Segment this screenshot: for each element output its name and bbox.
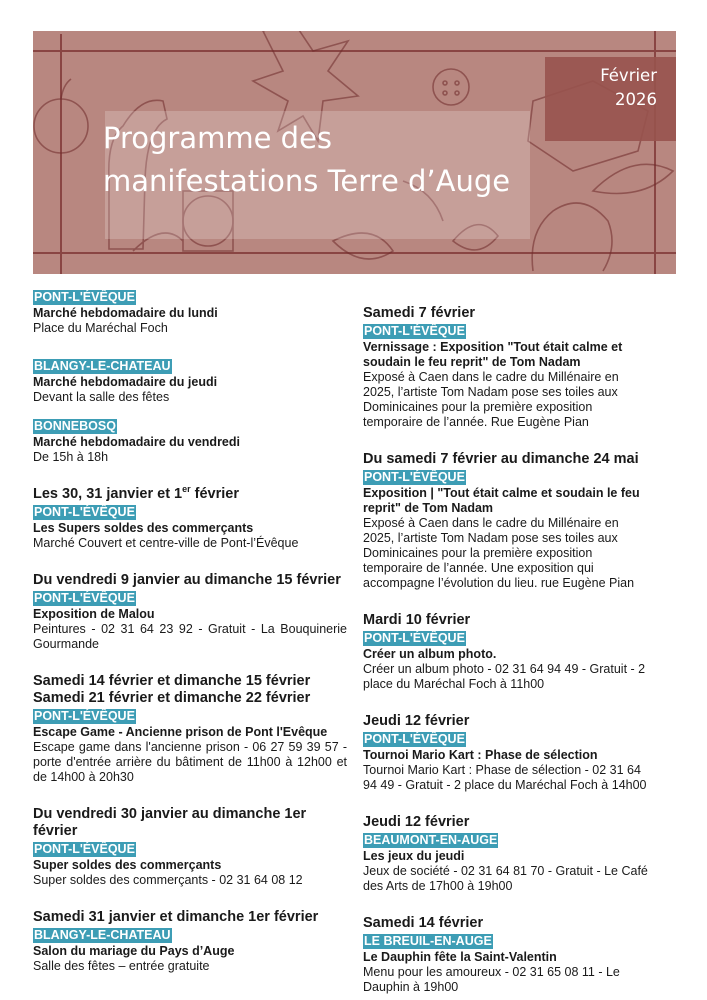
- event-date: Samedi 31 janvier et dimanche 1er février: [33, 909, 319, 925]
- location-tag: PONT-L'ÉVÊQUE: [34, 505, 135, 519]
- event-name: Vernissage : Exposition "Tout était calme et soudain le feu reprit" de Tom Nadam: [363, 340, 623, 369]
- location-tag: PONT-L'ÉVÊQUE: [364, 324, 465, 338]
- event-description: Menu pour les amoureux - 02 31 65 08 11 - Le Dauphin à 19h00: [363, 965, 620, 994]
- event-description: Tournoi Mario Kart : Phase de sélection - 02 31 64 94 49 - Gratuit - 2 place du Maréchal Foch à 14h00: [363, 763, 647, 792]
- location-tag: PONT-L'ÉVÊQUE: [364, 470, 465, 484]
- event-name: Salon du mariage du Pays d’Auge: [33, 944, 235, 958]
- event-date: Les 30, 31 janvier et 1er février: [33, 484, 240, 502]
- event-name: Super soldes des commerçants: [33, 858, 222, 872]
- event-name: Exposition | "Tout était calme et soudain le feu reprit" de Tom Nadam: [363, 486, 640, 515]
- location-tag: PONT-L'ÉVÊQUE: [34, 842, 135, 856]
- event-description: Marché Couvert et centre-ville de Pont-l’Évêque: [33, 536, 299, 550]
- event-description: Peintures - 02 31 64 23 92 - Gratuit - La Bouquinerie Gourmande: [33, 622, 347, 651]
- page-title: Programme des manifestations Terre d’Auge: [103, 121, 511, 198]
- event-item: [33, 909, 347, 974]
- event-name: Exposition de Malou: [33, 607, 155, 621]
- event-item: [33, 673, 347, 785]
- event-item: [363, 915, 653, 995]
- event-item: [33, 572, 347, 652]
- event-item: [363, 612, 653, 692]
- location-tag: BEAUMONT-EN-AUGE: [364, 833, 498, 847]
- location-tag: PONT-L'ÉVÊQUE: [364, 631, 465, 645]
- event-description: Créer un album photo - 02 31 64 94 49 - Gratuit - 2 place du Maréchal Foch à 11h00: [363, 662, 646, 691]
- event-name: Marché hebdomadaire du lundi: [33, 306, 218, 320]
- event-description: Place du Maréchal Foch: [33, 321, 168, 335]
- event-date: Du vendredi 30 janvier au dimanche 1er février: [33, 806, 307, 839]
- left-column: [33, 288, 347, 974]
- event-name: Marché hebdomadaire du jeudi: [33, 375, 218, 389]
- event-name: Tournoi Mario Kart : Phase de sélection: [363, 748, 598, 762]
- event-description: Exposé à Caen dans le cadre du Millénaire en 2025, l’artiste Tom Nadam pose ses toiles aux Dominicaines pour la première exposition temporaire de l’année. Une exposition qui accompagne l’évolution du lieu. rue Eugène Pian: [363, 516, 635, 590]
- event-description: Salle des fêtes – entrée gratuite: [33, 959, 210, 973]
- event-name: Les jeux du jeudi: [363, 849, 465, 863]
- event-item: [33, 486, 347, 551]
- event-date: Samedi 14 février et dimanche 15 février Samedi 21 février et dimanche 22 février: [33, 673, 311, 706]
- location-tag: PONT-L'ÉVÊQUE: [364, 732, 465, 746]
- event-description: Exposé à Caen dans le cadre du Millénaire en 2025, l’artiste Tom Nadam pose ses toiles aux Dominicaines pour la première exposition temporaire de l’année. Rue Eugène Pian: [363, 370, 619, 429]
- event-item: [33, 288, 347, 336]
- location-tag: BLANGY-LE-CHATEAU: [34, 928, 171, 942]
- location-tag: PONT-L'ÉVÊQUE: [34, 591, 135, 605]
- event-item: [363, 451, 653, 591]
- event-item: [33, 806, 347, 888]
- date-badge-text: Février 2026: [600, 66, 657, 109]
- event-date: Samedi 14 février: [363, 915, 484, 931]
- location-tag: BONNEBOSQ: [34, 419, 116, 433]
- event-date: Jeudi 12 février: [363, 713, 470, 729]
- event-item: [363, 713, 653, 793]
- event-date: Jeudi 12 février: [363, 814, 470, 830]
- event-date: Du samedi 7 février au dimanche 24 mai: [363, 451, 639, 467]
- header-banner: [33, 31, 676, 274]
- event-name: Les Supers soldes des commerçants: [33, 521, 254, 535]
- event-date: Du vendredi 9 janvier au dimanche 15 février: [33, 572, 341, 588]
- event-item: [363, 814, 653, 894]
- event-date: Mardi 10 février: [363, 612, 471, 628]
- event-date: Samedi 7 février: [363, 305, 476, 321]
- event-item: [33, 357, 347, 405]
- event-description: Devant la salle des fêtes: [33, 390, 170, 404]
- right-column: [363, 305, 653, 995]
- event-name: Marché hebdomadaire du vendredi: [33, 435, 240, 449]
- location-tag: PONT-L'ÉVÊQUE: [34, 290, 135, 304]
- event-item: [33, 417, 347, 465]
- event-name: Créer un album photo.: [363, 647, 497, 661]
- location-tag: LE BREUIL-EN-AUGE: [364, 934, 492, 948]
- event-description: De 15h à 18h: [33, 450, 109, 464]
- location-tag: BLANGY-LE-CHATEAU: [34, 359, 171, 373]
- event-name: Escape Game - Ancienne prison de Pont l'Evêque: [33, 725, 328, 739]
- location-tag: PONT-L'ÉVÊQUE: [34, 709, 135, 723]
- event-description: Super soldes des commerçants - 02 31 64 08 12: [33, 873, 303, 887]
- event-name: Le Dauphin fête la Saint-Valentin: [363, 950, 557, 964]
- event-description: Escape game dans l'ancienne prison - 06 27 59 39 57 - porte d'entrée arrière du bâtiment de 11h00 à 12h00 et de 14h00 à 20h30: [33, 740, 347, 784]
- event-description: Jeux de société - 02 31 64 81 70 - Gratuit - Le Café des Arts de 17h00 à 19h00: [363, 864, 648, 893]
- event-item: [363, 305, 653, 430]
